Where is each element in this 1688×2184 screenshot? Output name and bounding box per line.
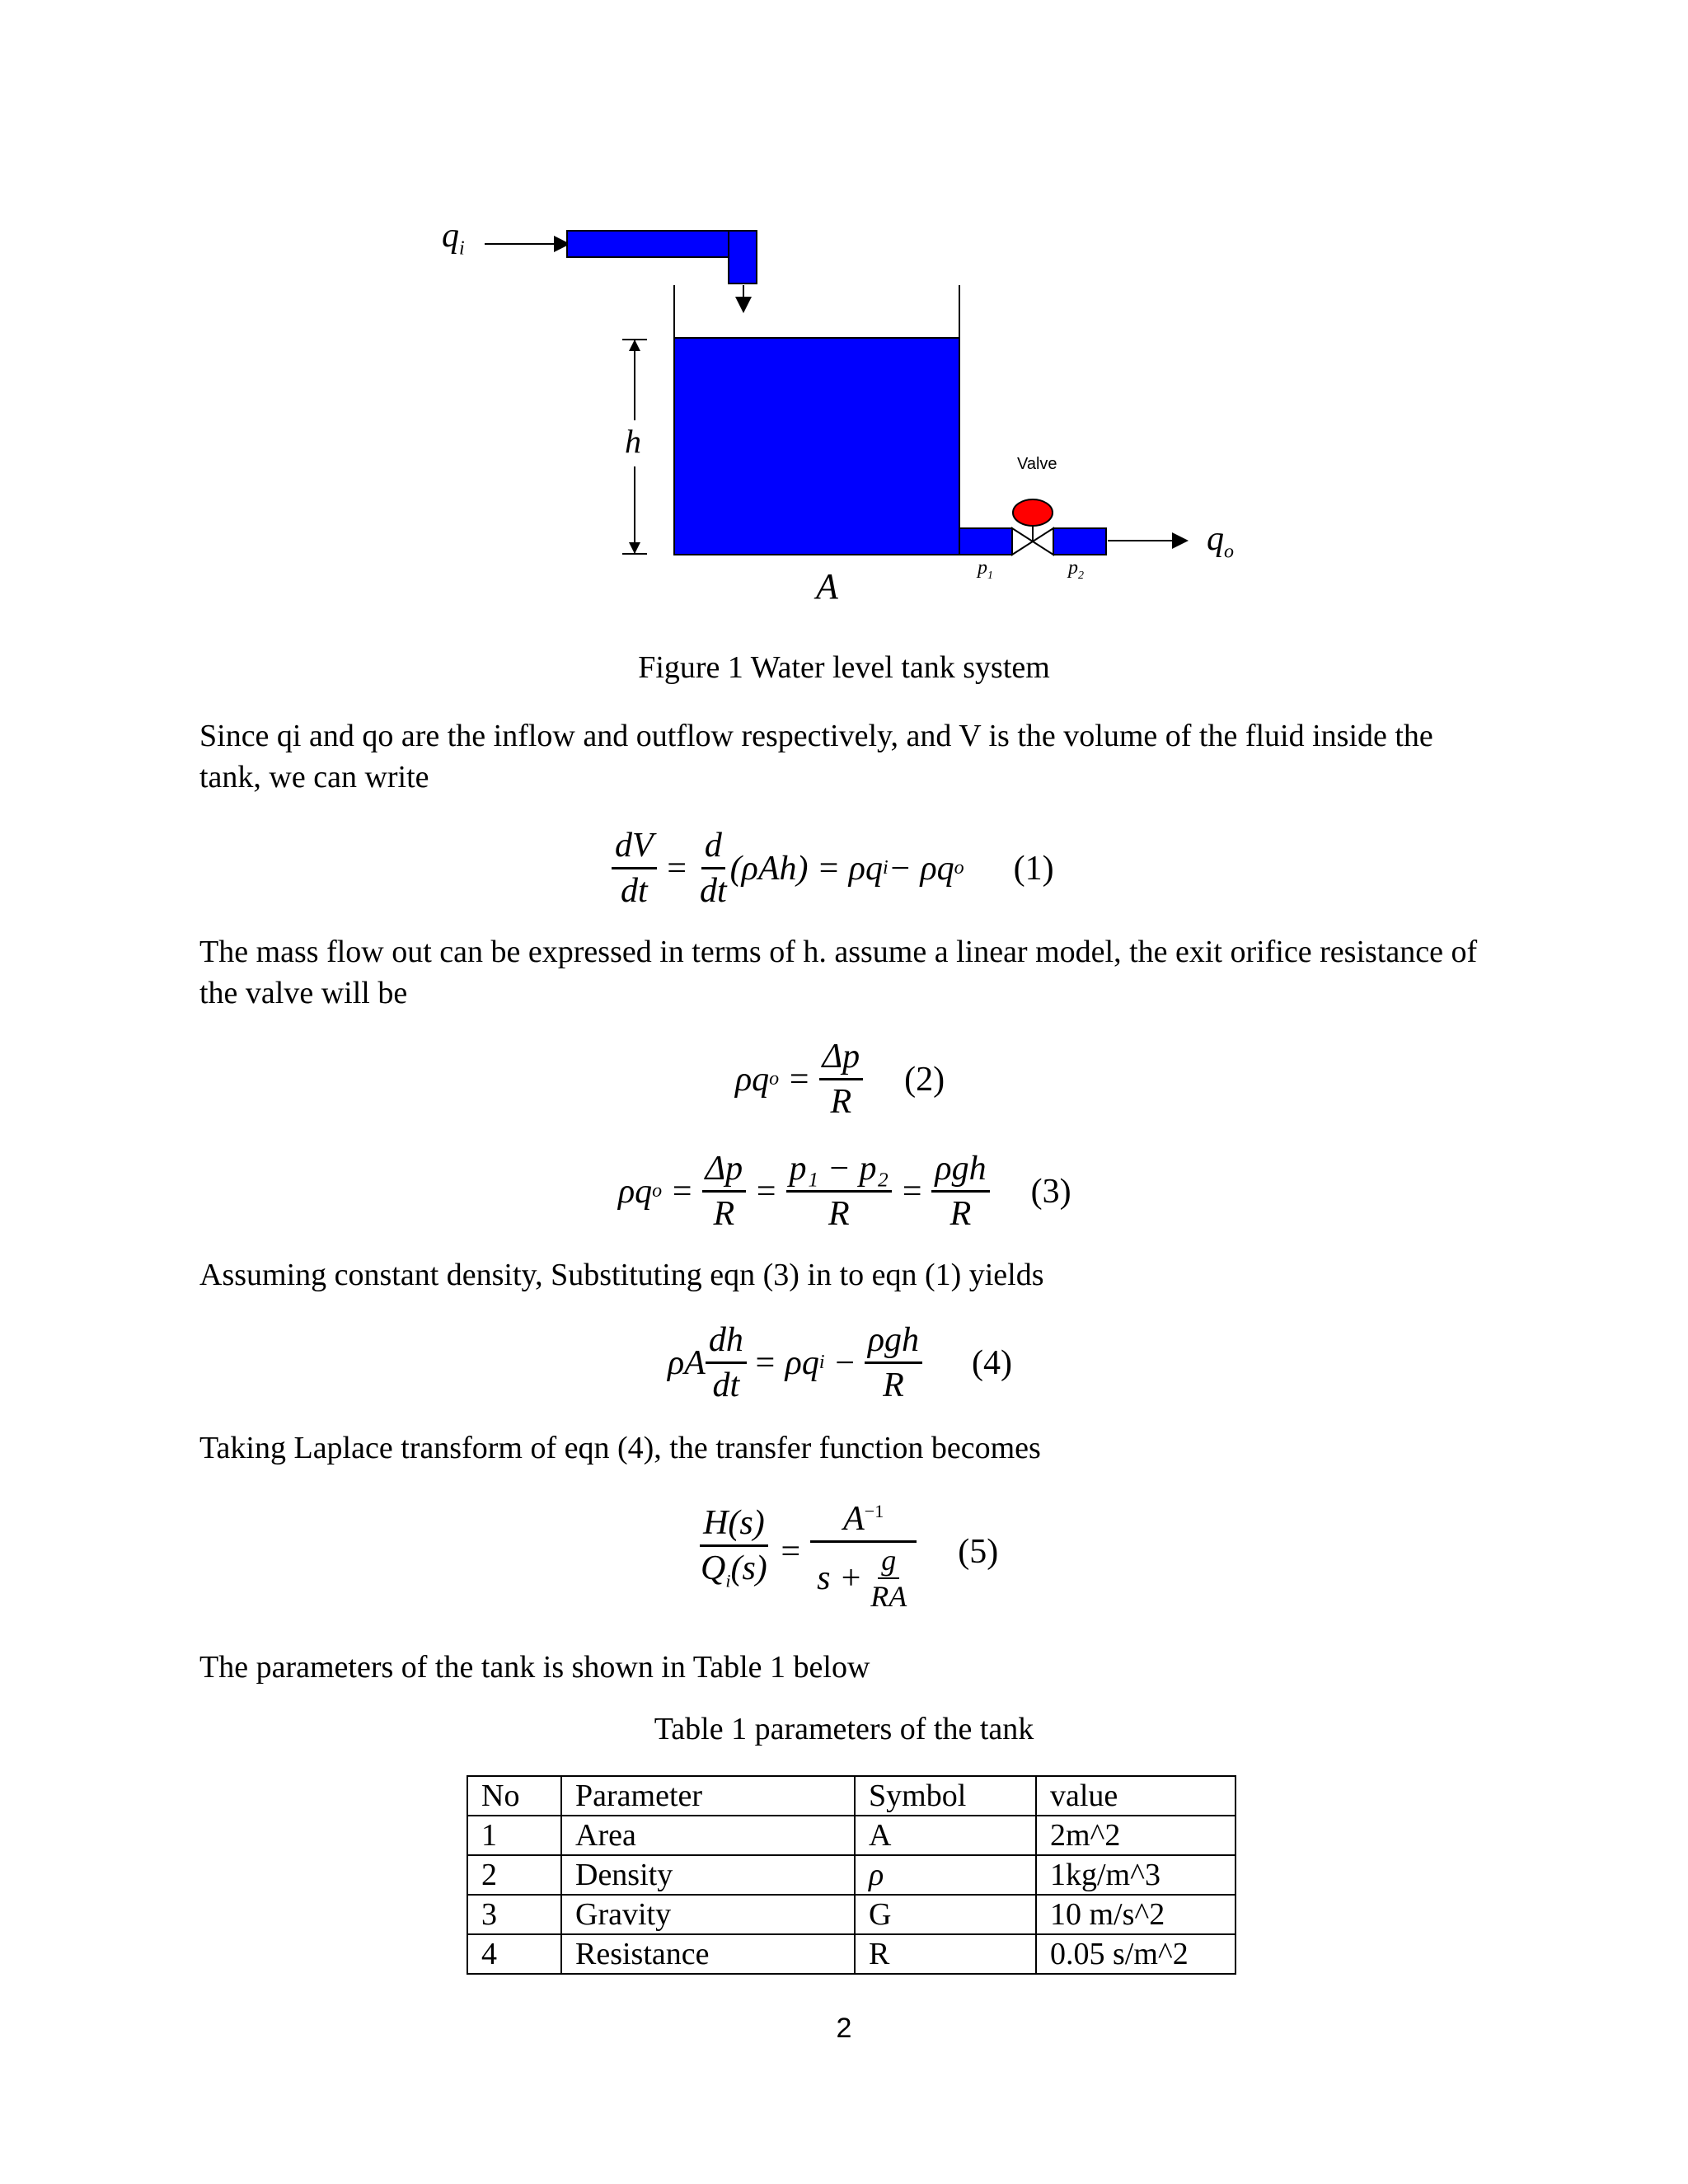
table-cell: A	[855, 1816, 1036, 1855]
equation-1: $\frac{dV}{dt}$ = $\frac{d}{dt}$ (ρAh) = ρq i − ρq o (1)	[612, 824, 1054, 912]
table-cell: 3	[467, 1895, 561, 1934]
parameters-table	[467, 1775, 1236, 1975]
table-caption: Table 1 parameters of the tank	[654, 1712, 1034, 1746]
label-A: A	[816, 566, 838, 607]
paragraph-2: The mass flow out can be expressed in terms of h. assume a linear model, the exit orifice resistance of the valve will be	[199, 935, 1478, 1010]
inflow-pipe-elbow	[729, 231, 757, 284]
table-cell: Area	[561, 1816, 855, 1855]
figure-caption: Figure 1 Water level tank system	[638, 650, 1050, 685]
table-header: Symbol	[855, 1776, 1036, 1816]
table-header: No	[467, 1776, 561, 1816]
table-cell: 1	[467, 1816, 561, 1855]
table-cell: R	[855, 1934, 1036, 1974]
water-tank-figure	[0, 0, 1688, 643]
paragraph-5: The parameters of the tank is shown in Table 1 below	[199, 1650, 870, 1685]
outlet-pipe-left	[959, 528, 1012, 555]
table-cell: 10 m/s^2	[1036, 1895, 1236, 1934]
table-header-row	[467, 1776, 1236, 1816]
page-number: 2	[836, 2013, 852, 2044]
table-cell: 2m^2	[1036, 1816, 1236, 1855]
table-header: Parameter	[561, 1776, 855, 1816]
table-cell: 4	[467, 1934, 561, 1974]
table-row	[467, 1855, 1236, 1895]
tank-water	[674, 338, 959, 555]
table-cell: Density	[561, 1855, 855, 1895]
table-cell: 1kg/m^3	[1036, 1855, 1236, 1895]
label-p2: $p_2$	[1068, 557, 1084, 582]
label-p1: $p_1$	[978, 557, 993, 582]
paragraph-4: Taking Laplace transform of eqn (4), the transfer function becomes	[199, 1431, 1041, 1465]
label-valve: Valve	[1017, 455, 1057, 473]
table-row	[467, 1934, 1236, 1974]
equation-3: ρq o = $\frac{\Delta p}{R}$ = $\frac{\text{p₁ − p₂}}{R}$ = $\frac{\text{ρgh}}{R}$ (3)	[618, 1147, 1071, 1235]
table-cell: Resistance	[561, 1934, 855, 1974]
table-cell: 2	[467, 1855, 561, 1895]
label-qi: $q_i$	[442, 217, 465, 260]
table-row	[467, 1895, 1236, 1934]
equation-1-tag: (1)	[1013, 849, 1054, 888]
equation-5-tag: (5)	[958, 1533, 999, 1571]
equation-2-tag: (2)	[904, 1060, 945, 1099]
paragraph-3: Assuming constant density, Substituting eqn (3) in to eqn (1) yields	[199, 1258, 1044, 1292]
table-cell: G	[855, 1895, 1036, 1934]
table-cell: 0.05 s/m^2	[1036, 1934, 1236, 1974]
table-row	[467, 1816, 1236, 1855]
equation-5: $\frac{H(s)}{Q_i(s)}$ = $A^{-1}$ s + $\frac{g}{RA}$ (5)	[697, 1490, 998, 1614]
label-h: h	[625, 423, 641, 460]
equation-3-tag: (3)	[1030, 1172, 1071, 1211]
valve-knob	[1013, 499, 1053, 526]
outlet-pipe-right	[1053, 528, 1106, 555]
label-qo: $q_o$	[1207, 520, 1234, 563]
equation-4: ρA $\frac{dh}{dt}$ = ρq i − $\frac{\text{ρgh}}{R}$ (4)	[668, 1319, 1012, 1407]
table-cell: Gravity	[561, 1895, 855, 1934]
table-cell: ρ	[855, 1855, 1036, 1895]
paragraph-1: Since qi and qo are the inflow and outflow respectively, and V is the volume of the fluid inside the tank, we can write	[199, 719, 1433, 794]
table-header: value	[1036, 1776, 1236, 1816]
equation-4-tag: (4)	[972, 1343, 1013, 1382]
equation-2: ρq o = $\frac{\Delta p}{R}$ (2)	[735, 1035, 945, 1123]
